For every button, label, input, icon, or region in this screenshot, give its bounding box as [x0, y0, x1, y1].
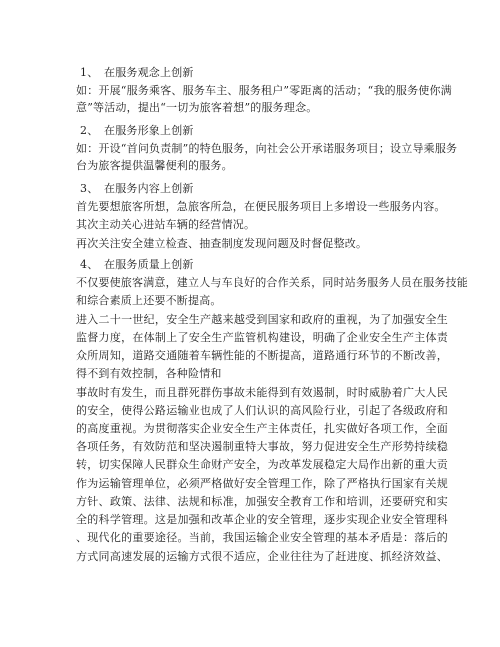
text-line: 方式同高速发展的运输方式很不适应，企业往往为了赶进度、抓经济效益、: [76, 550, 448, 563]
section-number: 4、: [80, 258, 99, 271]
text-line: 全的科学管理。这是加强和改革企业的安全管理，逐步实现企业安全管理科: [76, 513, 448, 526]
section-title: 在服务观念上创新: [104, 66, 194, 79]
section-heading: [80, 182, 452, 195]
text-line: 如：开设“首问负责制”的特色服务，向社会公开承诺服务项目；设立导乘服务: [76, 142, 458, 155]
text-line: 的高度重视。为贯彻落实企业安全生产主体责任，扎实做好各项工作，全面: [76, 422, 448, 435]
text-line: 转，切实保障人民群众生命财产安全，为改革发展稳定大局作出新的重大贡: [76, 458, 448, 471]
text-line: 和综合素质上还要不断提高。: [76, 294, 222, 307]
text-line: 如：开展“服务乘客、服务车主、服务租户”零距离的活动；“我的服务使你满: [76, 84, 452, 97]
text-line: 、现代化的重要途径。当前，我国运输企业安全管理的基本矛盾是：落后的: [76, 531, 448, 544]
text-line: 首先要想旅客所想，急旅客所急，在便民服务项目上多增设一些服务内容。: [76, 200, 446, 213]
text-line: 台为旅客提供温馨便利的服务。: [76, 159, 233, 172]
text-line: 方针、政策、法律、法规和标准，加强安全教育工作和培训，还要研究和实: [76, 495, 448, 508]
section-heading: [80, 66, 452, 79]
text-line: 作为运输管理单位，必须严格做好安全管理工作，除了严格执行国家有关规: [76, 477, 448, 490]
section-number: 1、: [80, 66, 99, 79]
section-title: 在服务内容上创新: [104, 182, 194, 195]
section-number: 2、: [80, 124, 99, 137]
section-title: 在服务质量上创新: [104, 258, 194, 271]
text-line: 其次主动关心进站车辆的经营情况。: [76, 218, 256, 231]
text-line: 不仅要使旅客满意，建立人与车良好的合作关系，同时站务服务人员在服务技能: [76, 276, 468, 289]
text-line: 意”等活动，提出“一切为旅客着想”的服务理念。: [76, 101, 318, 114]
text-line: 各项任务，有效防范和坚决遏制重特大事故，努力促进安全生产形势持续稳: [76, 440, 448, 453]
text-line: 进入二十一世纪，安全生产越来越受到国家和政府的重视，为了加强安全生: [76, 313, 448, 326]
text-line: 再次关注安全建立检查、抽查制度发现问题及时督促整改。: [76, 237, 368, 250]
section-title: 在服务形象上创新: [104, 124, 194, 137]
section-heading: [80, 258, 452, 271]
text-line: 得不到有效控制，各种险情和: [76, 367, 222, 380]
text-line: 监督力度，在体制上了安全生产监管机构建设，明确了企业安全生产主体责: [76, 331, 448, 344]
text-line: 众所周知，道路交通随着车辆性能的不断提高，道路通行环节的不断改善，: [76, 349, 448, 362]
text-line: 事故时有发生，而且群死群伤事故未能得到有效遏制，时时威胁着广大人民: [76, 386, 448, 399]
section-number: 3、: [80, 182, 99, 195]
section-heading: [80, 124, 452, 137]
text-line: 的安全，使得公路运输业也成了人们认识的高风险行业，引起了各级政府和: [76, 404, 448, 417]
